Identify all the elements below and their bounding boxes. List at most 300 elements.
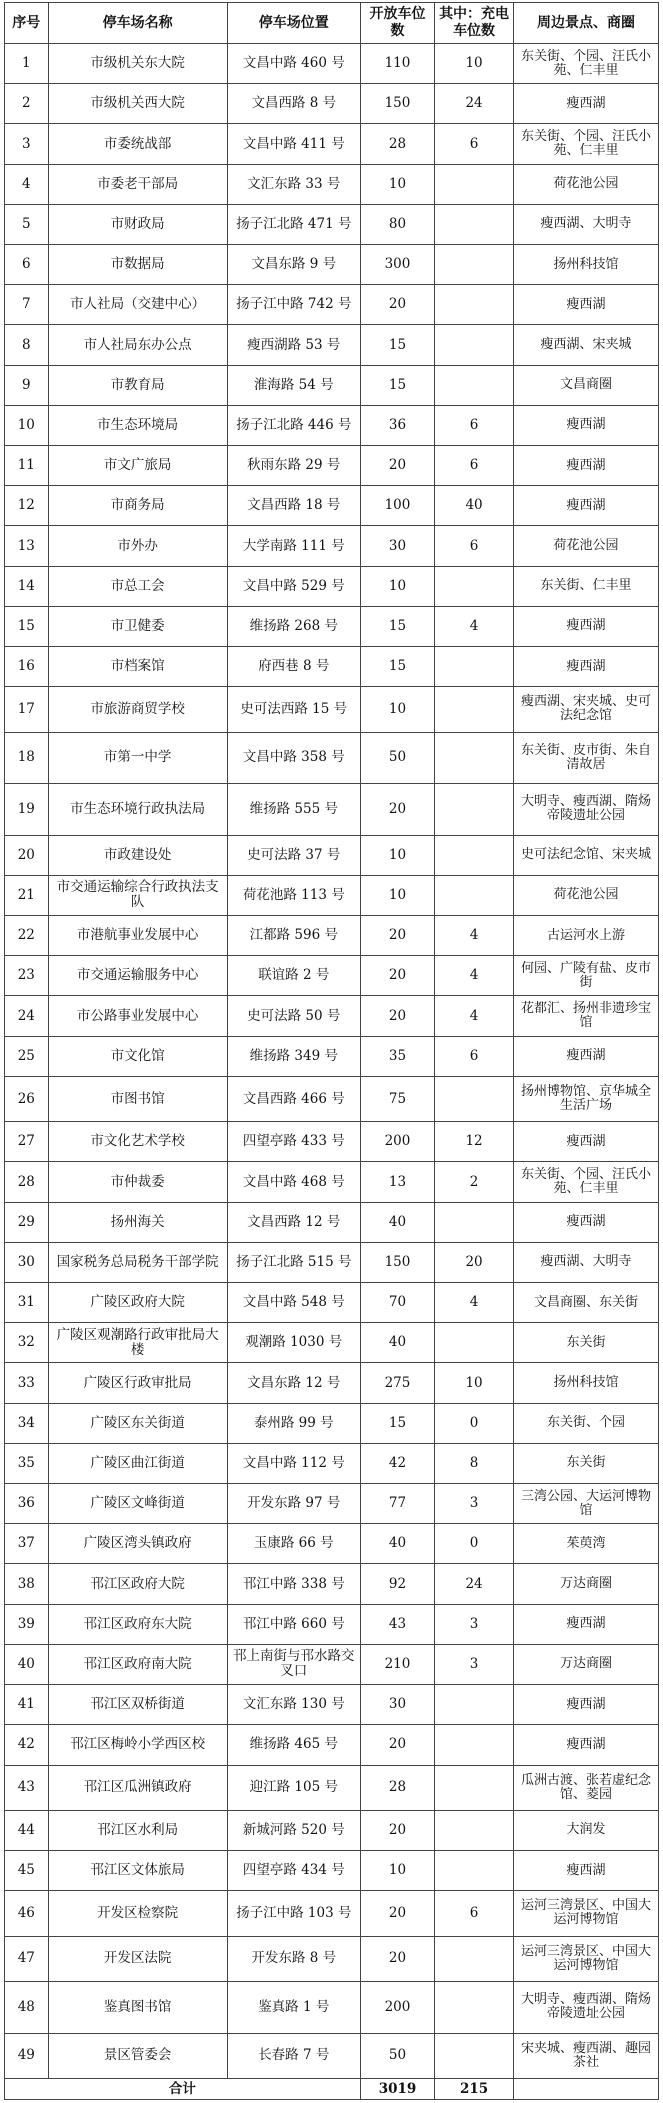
nearby-attractions: 大润发 bbox=[514, 1810, 659, 1850]
lot-location: 江都路 596 号 bbox=[227, 916, 360, 956]
open-spaces: 200 bbox=[360, 1122, 434, 1162]
total-open-spaces: 3019 bbox=[360, 2079, 434, 2100]
lot-name: 市旅游商贸学校 bbox=[48, 687, 227, 732]
open-spaces: 15 bbox=[360, 1403, 434, 1443]
row-index: 34 bbox=[5, 1403, 49, 1443]
lot-name: 市公路事业发展中心 bbox=[48, 996, 227, 1036]
table-row bbox=[5, 1725, 659, 1765]
row-index: 30 bbox=[5, 1242, 49, 1282]
charging-spaces bbox=[435, 204, 514, 244]
lot-name: 邗江区政府大院 bbox=[48, 1564, 227, 1604]
charging-spaces: 4 bbox=[435, 606, 514, 646]
total-charging-spaces: 215 bbox=[435, 2079, 514, 2100]
row-index: 4 bbox=[5, 164, 49, 204]
table-row bbox=[5, 732, 659, 784]
table-row bbox=[5, 687, 659, 732]
charging-spaces bbox=[435, 1981, 514, 2033]
lot-name: 市仲裁委 bbox=[48, 1162, 227, 1202]
charging-spaces: 3 bbox=[435, 1604, 514, 1644]
nearby-attractions: 东关街、皮市街、朱自清故居 bbox=[514, 732, 659, 784]
row-index: 29 bbox=[5, 1202, 49, 1242]
charging-spaces: 8 bbox=[435, 1443, 514, 1483]
lot-location: 四望亭路 433 号 bbox=[227, 1122, 360, 1162]
nearby-attractions: 花都汇、扬州非遗珍宝馆 bbox=[514, 996, 659, 1036]
row-index: 48 bbox=[5, 1981, 49, 2033]
row-index: 25 bbox=[5, 1036, 49, 1076]
nearby-attractions: 万达商圈 bbox=[514, 1644, 659, 1684]
lot-location: 文汇东路 33 号 bbox=[227, 164, 360, 204]
nearby-attractions: 扬州科技馆 bbox=[514, 1363, 659, 1403]
open-spaces: 20 bbox=[360, 956, 434, 996]
nearby-attractions: 瘦西湖 bbox=[514, 647, 659, 687]
lot-location: 文汇东路 130 号 bbox=[227, 1685, 360, 1725]
lot-location: 联谊路 2 号 bbox=[227, 956, 360, 996]
table-row bbox=[5, 647, 659, 687]
charging-spaces: 40 bbox=[435, 486, 514, 526]
charging-spaces: 6 bbox=[435, 1036, 514, 1076]
lot-location: 文昌中路 460 号 bbox=[227, 44, 360, 84]
table-row bbox=[5, 1242, 659, 1282]
table-row bbox=[5, 1443, 659, 1483]
lot-location: 文昌西路 18 号 bbox=[227, 486, 360, 526]
header-index: 序号 bbox=[5, 3, 49, 44]
charging-spaces bbox=[435, 325, 514, 365]
lot-location: 邗江中路 660 号 bbox=[227, 1604, 360, 1644]
lot-location: 淮海路 54 号 bbox=[227, 365, 360, 405]
table-row bbox=[5, 1810, 659, 1850]
charging-spaces: 6 bbox=[435, 1891, 514, 1936]
lot-location: 扬子江中路 103 号 bbox=[227, 1891, 360, 1936]
nearby-attractions: 瘦西湖 bbox=[514, 1604, 659, 1644]
charging-spaces: 10 bbox=[435, 44, 514, 84]
open-spaces: 110 bbox=[360, 44, 434, 84]
table-row bbox=[5, 1644, 659, 1684]
charging-spaces bbox=[435, 687, 514, 732]
header-charging-spaces: 其中：充电车位数 bbox=[435, 3, 514, 44]
open-spaces: 10 bbox=[360, 835, 434, 875]
table-row bbox=[5, 365, 659, 405]
charging-spaces: 20 bbox=[435, 1242, 514, 1282]
lot-location: 长春路 7 号 bbox=[227, 2033, 360, 2078]
row-index: 2 bbox=[5, 84, 49, 124]
nearby-attractions: 瘦西湖 bbox=[514, 606, 659, 646]
open-spaces: 70 bbox=[360, 1283, 434, 1323]
lot-location: 维扬路 555 号 bbox=[227, 784, 360, 836]
lot-location: 荷花池路 113 号 bbox=[227, 875, 360, 915]
charging-spaces bbox=[435, 1936, 514, 1981]
row-index: 19 bbox=[5, 784, 49, 836]
row-index: 24 bbox=[5, 996, 49, 1036]
open-spaces: 30 bbox=[360, 1685, 434, 1725]
table-row bbox=[5, 486, 659, 526]
nearby-attractions: 东关街、个园 bbox=[514, 1403, 659, 1443]
nearby-attractions: 万达商圈 bbox=[514, 1564, 659, 1604]
nearby-attractions: 东关街、仁丰里 bbox=[514, 566, 659, 606]
open-spaces: 210 bbox=[360, 1644, 434, 1684]
table-row bbox=[5, 956, 659, 996]
open-spaces: 150 bbox=[360, 84, 434, 124]
row-index: 37 bbox=[5, 1524, 49, 1564]
open-spaces: 15 bbox=[360, 647, 434, 687]
row-index: 3 bbox=[5, 124, 49, 164]
lot-location: 文昌中路 112 号 bbox=[227, 1443, 360, 1483]
lot-name: 邗江区水利局 bbox=[48, 1810, 227, 1850]
open-spaces: 20 bbox=[360, 1725, 434, 1765]
lot-location: 维扬路 268 号 bbox=[227, 606, 360, 646]
row-index: 32 bbox=[5, 1323, 49, 1363]
row-index: 28 bbox=[5, 1162, 49, 1202]
header-row bbox=[5, 3, 659, 44]
lot-location: 文昌中路 468 号 bbox=[227, 1162, 360, 1202]
lot-location: 扬子江北路 471 号 bbox=[227, 204, 360, 244]
open-spaces: 20 bbox=[360, 285, 434, 325]
row-index: 18 bbox=[5, 732, 49, 784]
lot-name: 广陵区观潮路行政审批局大楼 bbox=[48, 1323, 227, 1363]
lot-name: 广陵区湾头镇政府 bbox=[48, 1524, 227, 1564]
open-spaces: 40 bbox=[360, 1323, 434, 1363]
row-index: 15 bbox=[5, 606, 49, 646]
charging-spaces: 2 bbox=[435, 1162, 514, 1202]
table-row bbox=[5, 44, 659, 84]
nearby-attractions: 瘦西湖、大明寺 bbox=[514, 204, 659, 244]
nearby-attractions: 东关街 bbox=[514, 1443, 659, 1483]
row-index: 17 bbox=[5, 687, 49, 732]
lot-name: 扬州海关 bbox=[48, 1202, 227, 1242]
table-row bbox=[5, 1363, 659, 1403]
nearby-attractions: 瓜洲古渡、张若虚纪念馆、菱园 bbox=[514, 1765, 659, 1810]
nearby-attractions: 运河三湾景区、中国大运河博物馆 bbox=[514, 1891, 659, 1936]
row-index: 7 bbox=[5, 285, 49, 325]
lot-location: 文昌中路 529 号 bbox=[227, 566, 360, 606]
lot-name: 广陵区政府大院 bbox=[48, 1283, 227, 1323]
row-index: 27 bbox=[5, 1122, 49, 1162]
header-nearby-attractions: 周边景点、商圈 bbox=[514, 3, 659, 44]
lot-location: 文昌西路 12 号 bbox=[227, 1202, 360, 1242]
lot-location: 玉康路 66 号 bbox=[227, 1524, 360, 1564]
lot-name: 市图书馆 bbox=[48, 1076, 227, 1121]
row-index: 31 bbox=[5, 1283, 49, 1323]
row-index: 9 bbox=[5, 365, 49, 405]
nearby-attractions: 瘦西湖 bbox=[514, 1122, 659, 1162]
row-index: 13 bbox=[5, 526, 49, 566]
charging-spaces: 6 bbox=[435, 446, 514, 486]
header-lot-name: 停车场名称 bbox=[48, 3, 227, 44]
open-spaces: 300 bbox=[360, 245, 434, 285]
row-index: 8 bbox=[5, 325, 49, 365]
lot-location: 文昌中路 411 号 bbox=[227, 124, 360, 164]
nearby-attractions: 瘦西湖 bbox=[514, 1202, 659, 1242]
nearby-attractions: 瘦西湖 bbox=[514, 446, 659, 486]
nearby-attractions: 瘦西湖、宋夹城、史可法纪念馆 bbox=[514, 687, 659, 732]
table-row bbox=[5, 1524, 659, 1564]
open-spaces: 28 bbox=[360, 124, 434, 164]
open-spaces: 20 bbox=[360, 916, 434, 956]
open-spaces: 42 bbox=[360, 1443, 434, 1483]
nearby-attractions: 瘦西湖 bbox=[514, 1685, 659, 1725]
table-row bbox=[5, 835, 659, 875]
lot-name: 邗江区瓜洲镇政府 bbox=[48, 1765, 227, 1810]
open-spaces: 20 bbox=[360, 1936, 434, 1981]
table-row bbox=[5, 1036, 659, 1076]
lot-location: 史可法路 50 号 bbox=[227, 996, 360, 1036]
charging-spaces bbox=[435, 1765, 514, 1810]
lot-location: 泰州路 99 号 bbox=[227, 1403, 360, 1443]
lot-name: 市级机关西大院 bbox=[48, 84, 227, 124]
lot-location: 府西巷 8 号 bbox=[227, 647, 360, 687]
lot-name: 广陵区行政审批局 bbox=[48, 1363, 227, 1403]
charging-spaces bbox=[435, 1725, 514, 1765]
charging-spaces: 0 bbox=[435, 1524, 514, 1564]
row-index: 36 bbox=[5, 1484, 49, 1524]
row-index: 26 bbox=[5, 1076, 49, 1121]
charging-spaces bbox=[435, 784, 514, 836]
lot-name: 市生态环境行政执法局 bbox=[48, 784, 227, 836]
lot-location: 文昌西路 8 号 bbox=[227, 84, 360, 124]
lot-location: 鉴真路 1 号 bbox=[227, 1981, 360, 2033]
charging-spaces: 4 bbox=[435, 916, 514, 956]
nearby-attractions: 瘦西湖、宋夹城 bbox=[514, 325, 659, 365]
charging-spaces: 6 bbox=[435, 124, 514, 164]
lot-name: 市交通运输综合行政执法支队 bbox=[48, 875, 227, 915]
row-index: 12 bbox=[5, 486, 49, 526]
lot-location: 开发东路 97 号 bbox=[227, 1484, 360, 1524]
lot-location: 新城河路 520 号 bbox=[227, 1810, 360, 1850]
nearby-attractions: 瘦西湖 bbox=[514, 405, 659, 445]
lot-name: 景区管委会 bbox=[48, 2033, 227, 2078]
lot-location: 扬子江北路 446 号 bbox=[227, 405, 360, 445]
table-row bbox=[5, 1851, 659, 1891]
lot-name: 国家税务总局税务干部学院 bbox=[48, 1242, 227, 1282]
row-index: 35 bbox=[5, 1443, 49, 1483]
open-spaces: 15 bbox=[360, 365, 434, 405]
lot-name: 邗江区政府南大院 bbox=[48, 1644, 227, 1684]
table-row bbox=[5, 566, 659, 606]
row-index: 45 bbox=[5, 1851, 49, 1891]
nearby-attractions: 瘦西湖 bbox=[514, 1036, 659, 1076]
row-index: 6 bbox=[5, 245, 49, 285]
row-index: 39 bbox=[5, 1604, 49, 1644]
lot-name: 邗江区梅岭小学西区校 bbox=[48, 1725, 227, 1765]
open-spaces: 10 bbox=[360, 1851, 434, 1891]
nearby-attractions: 瘦西湖 bbox=[514, 1851, 659, 1891]
open-spaces: 20 bbox=[360, 996, 434, 1036]
table-row bbox=[5, 1564, 659, 1604]
lot-location: 史可法西路 15 号 bbox=[227, 687, 360, 732]
open-spaces: 10 bbox=[360, 164, 434, 204]
charging-spaces bbox=[435, 835, 514, 875]
lot-name: 市委统战部 bbox=[48, 124, 227, 164]
row-index: 43 bbox=[5, 1765, 49, 1810]
row-index: 38 bbox=[5, 1564, 49, 1604]
table-row bbox=[5, 204, 659, 244]
lot-name: 市政建设处 bbox=[48, 835, 227, 875]
nearby-attractions: 瘦西湖 bbox=[514, 1725, 659, 1765]
table-row bbox=[5, 875, 659, 915]
open-spaces: 15 bbox=[360, 325, 434, 365]
nearby-attractions: 运河三湾景区、中国大运河博物馆 bbox=[514, 1936, 659, 1981]
row-index: 33 bbox=[5, 1363, 49, 1403]
row-index: 44 bbox=[5, 1810, 49, 1850]
row-index: 23 bbox=[5, 956, 49, 996]
nearby-attractions: 茱萸湾 bbox=[514, 1524, 659, 1564]
table-row bbox=[5, 325, 659, 365]
open-spaces: 36 bbox=[360, 405, 434, 445]
nearby-attractions: 荷花池公园 bbox=[514, 875, 659, 915]
row-index: 11 bbox=[5, 446, 49, 486]
lot-location: 文昌东路 9 号 bbox=[227, 245, 360, 285]
lot-name: 广陵区曲江街道 bbox=[48, 1443, 227, 1483]
nearby-attractions: 东关街 bbox=[514, 1323, 659, 1363]
lot-name: 市文广旅局 bbox=[48, 446, 227, 486]
row-index: 10 bbox=[5, 405, 49, 445]
table-row bbox=[5, 1484, 659, 1524]
lot-name: 市交通运输服务中心 bbox=[48, 956, 227, 996]
table-row bbox=[5, 446, 659, 486]
lot-name: 市总工会 bbox=[48, 566, 227, 606]
row-index: 40 bbox=[5, 1644, 49, 1684]
table-row bbox=[5, 1162, 659, 1202]
table-row bbox=[5, 916, 659, 956]
row-index: 42 bbox=[5, 1725, 49, 1765]
charging-spaces bbox=[435, 164, 514, 204]
table-row bbox=[5, 84, 659, 124]
lot-location: 邗江中路 338 号 bbox=[227, 1564, 360, 1604]
lot-name: 市档案馆 bbox=[48, 647, 227, 687]
row-index: 5 bbox=[5, 204, 49, 244]
nearby-attractions: 三湾公园、大运河博物馆 bbox=[514, 1484, 659, 1524]
table-row bbox=[5, 1202, 659, 1242]
table-row bbox=[5, 526, 659, 566]
charging-spaces bbox=[435, 245, 514, 285]
row-index: 47 bbox=[5, 1936, 49, 1981]
open-spaces: 13 bbox=[360, 1162, 434, 1202]
table-row bbox=[5, 1122, 659, 1162]
lot-location: 扬子江中路 742 号 bbox=[227, 285, 360, 325]
lot-location: 维扬路 349 号 bbox=[227, 1036, 360, 1076]
table-row bbox=[5, 245, 659, 285]
lot-name: 市数据局 bbox=[48, 245, 227, 285]
header-open-spaces: 开放车位数 bbox=[360, 3, 434, 44]
lot-name: 市卫健委 bbox=[48, 606, 227, 646]
nearby-attractions: 东关街、个园、汪氏小苑、仁丰里 bbox=[514, 44, 659, 84]
nearby-attractions: 文昌商圈、东关街 bbox=[514, 1283, 659, 1323]
lot-name: 市人社局东办公点 bbox=[48, 325, 227, 365]
lot-name: 广陵区东关街道 bbox=[48, 1403, 227, 1443]
row-index: 46 bbox=[5, 1891, 49, 1936]
nearby-attractions: 何园、广陵有盐、皮市街 bbox=[514, 956, 659, 996]
table-row bbox=[5, 1981, 659, 2033]
open-spaces: 40 bbox=[360, 1202, 434, 1242]
nearby-attractions: 史可法纪念馆、宋夹城 bbox=[514, 835, 659, 875]
charging-spaces bbox=[435, 566, 514, 606]
lot-name: 市商务局 bbox=[48, 486, 227, 526]
lot-name: 市文化馆 bbox=[48, 1036, 227, 1076]
lot-name: 市港航事业发展中心 bbox=[48, 916, 227, 956]
nearby-attractions: 大明寺、瘦西湖、隋炀帝陵遗址公园 bbox=[514, 784, 659, 836]
row-index: 41 bbox=[5, 1685, 49, 1725]
table-row bbox=[5, 1685, 659, 1725]
header-lot-location: 停车场位置 bbox=[227, 3, 360, 44]
charging-spaces: 4 bbox=[435, 996, 514, 1036]
lot-name: 鉴真图书馆 bbox=[48, 1981, 227, 2033]
lot-name: 市财政局 bbox=[48, 204, 227, 244]
lot-name: 市文化艺术学校 bbox=[48, 1122, 227, 1162]
nearby-attractions: 大明寺、瘦西湖、隋炀帝陵遗址公园 bbox=[514, 1981, 659, 2033]
table-row bbox=[5, 164, 659, 204]
row-index: 14 bbox=[5, 566, 49, 606]
parking-table bbox=[4, 2, 659, 2100]
open-spaces: 80 bbox=[360, 204, 434, 244]
nearby-attractions: 荷花池公园 bbox=[514, 164, 659, 204]
charging-spaces: 0 bbox=[435, 1403, 514, 1443]
row-index: 16 bbox=[5, 647, 49, 687]
open-spaces: 200 bbox=[360, 1981, 434, 2033]
open-spaces: 28 bbox=[360, 1765, 434, 1810]
open-spaces: 35 bbox=[360, 1036, 434, 1076]
table-row bbox=[5, 1076, 659, 1121]
row-index: 1 bbox=[5, 44, 49, 84]
table-row bbox=[5, 124, 659, 164]
open-spaces: 75 bbox=[360, 1076, 434, 1121]
lot-location: 文昌中路 358 号 bbox=[227, 732, 360, 784]
nearby-attractions: 荷花池公园 bbox=[514, 526, 659, 566]
lot-name: 市委老干部局 bbox=[48, 164, 227, 204]
row-index: 20 bbox=[5, 835, 49, 875]
charging-spaces: 24 bbox=[435, 84, 514, 124]
open-spaces: 10 bbox=[360, 875, 434, 915]
charging-spaces bbox=[435, 365, 514, 405]
nearby-attractions: 瘦西湖 bbox=[514, 84, 659, 124]
lot-location: 观潮路 1030 号 bbox=[227, 1323, 360, 1363]
lot-name: 市教育局 bbox=[48, 365, 227, 405]
open-spaces: 92 bbox=[360, 1564, 434, 1604]
table-row bbox=[5, 996, 659, 1036]
charging-spaces bbox=[435, 1076, 514, 1121]
open-spaces: 77 bbox=[360, 1484, 434, 1524]
nearby-attractions: 文昌商圈 bbox=[514, 365, 659, 405]
charging-spaces: 24 bbox=[435, 1564, 514, 1604]
charging-spaces: 10 bbox=[435, 1363, 514, 1403]
table-row bbox=[5, 1936, 659, 1981]
lot-location: 扬子江北路 515 号 bbox=[227, 1242, 360, 1282]
charging-spaces: 4 bbox=[435, 1283, 514, 1323]
charging-spaces bbox=[435, 285, 514, 325]
charging-spaces: 12 bbox=[435, 1122, 514, 1162]
charging-spaces bbox=[435, 1202, 514, 1242]
nearby-attractions: 瘦西湖 bbox=[514, 285, 659, 325]
lot-location: 文昌中路 548 号 bbox=[227, 1283, 360, 1323]
charging-spaces bbox=[435, 732, 514, 784]
nearby-attractions: 扬州博物馆、京华城全生活广场 bbox=[514, 1076, 659, 1121]
lot-location: 秋雨东路 29 号 bbox=[227, 446, 360, 486]
lot-location: 文昌西路 466 号 bbox=[227, 1076, 360, 1121]
open-spaces: 50 bbox=[360, 2033, 434, 2078]
open-spaces: 15 bbox=[360, 606, 434, 646]
lot-name: 邗江区政府东大院 bbox=[48, 1604, 227, 1644]
nearby-attractions: 扬州科技馆 bbox=[514, 245, 659, 285]
charging-spaces bbox=[435, 647, 514, 687]
lot-location: 文昌东路 12 号 bbox=[227, 1363, 360, 1403]
table-row bbox=[5, 1604, 659, 1644]
total-row bbox=[5, 2079, 659, 2100]
open-spaces: 275 bbox=[360, 1363, 434, 1403]
charging-spaces bbox=[435, 1685, 514, 1725]
nearby-attractions: 东关街、个园、汪氏小苑、仁丰里 bbox=[514, 124, 659, 164]
open-spaces: 20 bbox=[360, 446, 434, 486]
table-row bbox=[5, 1323, 659, 1363]
lot-name: 市级机关东大院 bbox=[48, 44, 227, 84]
table-row bbox=[5, 1403, 659, 1443]
